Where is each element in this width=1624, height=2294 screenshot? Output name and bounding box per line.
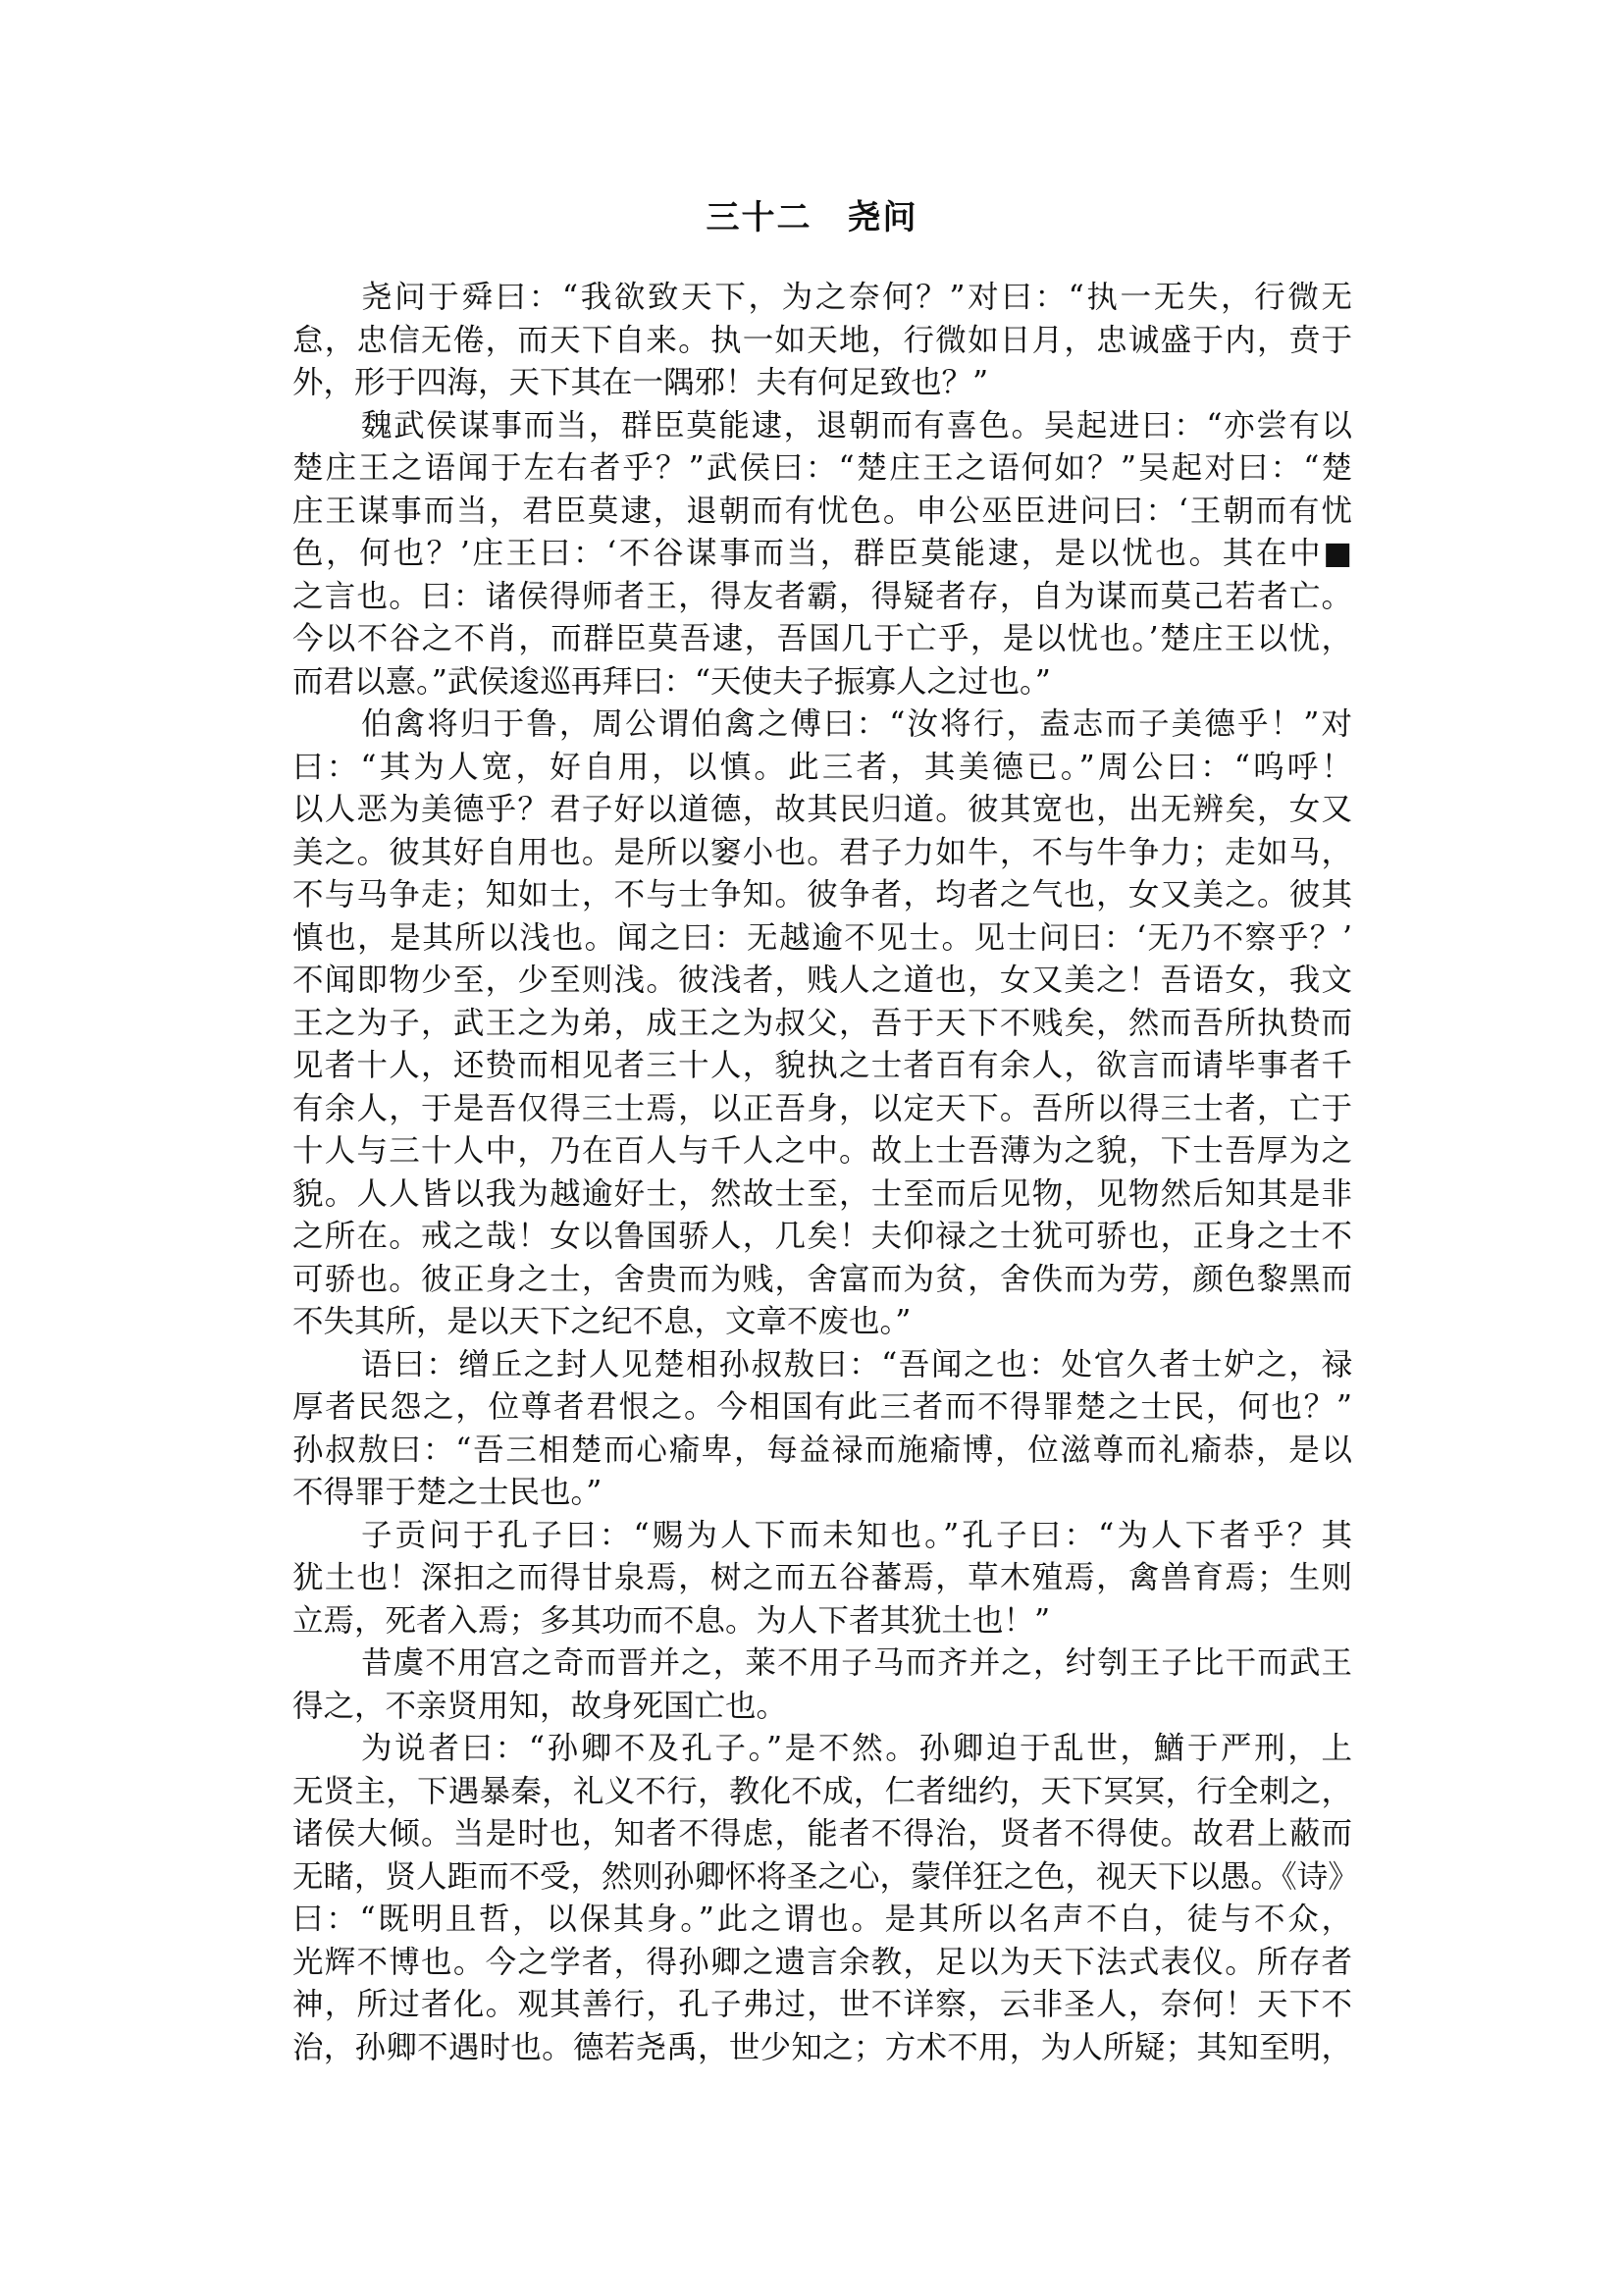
text-line: 语曰：缯丘之封人见楚相孙叔敖曰：“吾闻之也：处官久者士妒之，禄 xyxy=(361,1346,1352,1382)
text-line: 无睹，贤人距而不受，然则孙卿怀将圣之心，蒙佯狂之色，视天下以愚。《诗》 xyxy=(292,1858,1359,1895)
text-line: 楚庄王之语闻于左右者乎？”武侯曰：“楚庄王之语何如？”吴起对曰：“楚 xyxy=(292,450,1352,486)
text-line: 为说者曰：“孙卿不及孔子。”是不然。孙卿迫于乱世，鰌于严刑，上 xyxy=(361,1731,1352,1766)
text-line: 十人与三十人中，乃在百人与千人之中。故上士吾薄为之貌，下士吾厚为之 xyxy=(292,1133,1352,1169)
text-line: 不闻即物少至，少至则浅。彼浅者，贱人之道也，女又美之！吾语女，我文 xyxy=(292,963,1352,998)
text-line: 治，孙卿不遇时也。德若尧禹，世少知之；方术不用，为人所疑；其知至明， xyxy=(292,2029,1352,2065)
text-line: 今以不谷之不肖，而群臣莫吾逮，吾国几于亡乎，是以忧也。’楚庄王以忧， xyxy=(292,621,1352,656)
text-line: 慎也，是其所以浅也。闻之曰：无越逾不见士。见士问曰：‘无乃不察乎？’ xyxy=(292,919,1352,956)
text-line: 不得罪于楚之士民也。” xyxy=(292,1475,602,1510)
body-text xyxy=(292,277,1359,2069)
text-line: 色，何也？’庄王曰：‘不谷谋事而当，群臣莫能逮，是以忧也。其在中■ xyxy=(292,536,1352,571)
text-line: 王之为子，武王之为弟，成王之为叔父，吾于天下不贱矣，然而吾所执贽而 xyxy=(292,1005,1352,1041)
text-line: 怠，忠信无倦，而天下自来。执一如天地，行微如日月，忠诚盛于内，贲于 xyxy=(292,322,1352,358)
text-line: 美之。彼其好自用也。是所以窭小也。君子力如牛，不与牛争力；走如马， xyxy=(292,834,1352,870)
text-line: 不失其所，是以天下之纪不息，文章不废也。” xyxy=(292,1304,912,1339)
text-line: 可骄也。彼正身之士，舍贵而为贱，舍富而为贫，舍佚而为劳，颜色黎黑而 xyxy=(292,1261,1352,1297)
paragraph xyxy=(292,1515,1352,1643)
text-line: 庄王谋事而当，君臣莫逮，退朝而有忧色。申公巫臣进问曰：‘王朝而有忧 xyxy=(292,493,1352,529)
paragraph xyxy=(292,704,1352,1344)
text-line: 魏武侯谋事而当，群臣莫能逮，退朝而有喜色。吴起进曰：“亦尝有以 xyxy=(361,407,1352,443)
text-line: 昔虞不用宫之奇而晋并之，莱不用子马而齐并之，纣刳王子比干而武王 xyxy=(361,1645,1352,1681)
text-line: 之言也。曰：诸侯得师者王，得友者霸，得疑者存，自为谋而莫己若者亡。 xyxy=(292,578,1352,614)
text-line: 伯禽将归于鲁，周公谓伯禽之傅曰：“汝将行，盍志而子美德乎！”对 xyxy=(361,706,1352,742)
text-line: 有余人，于是吾仅得三士焉，以正吾身，以定天下。吾所以得三士者，亡于 xyxy=(292,1090,1352,1126)
text-line: 曰：“既明且哲，以保其身。”此之谓也。是其所以名声不白，徒与不众， xyxy=(292,1902,1352,1937)
paragraph xyxy=(292,277,1352,405)
text-line: 得之，不亲贤用知，故身死国亡也。 xyxy=(292,1688,788,1724)
text-line: 犹土也！深抇之而得甘泉焉，树之而五谷蕃焉，草木殖焉，禽兽育焉；生则 xyxy=(292,1560,1352,1595)
text-line: 神，所过者化。观其善行，孔子弗过，世不详察，云非圣人，奈何！天下不 xyxy=(292,1987,1352,2022)
paragraph xyxy=(292,1344,1352,1515)
paragraph xyxy=(292,1728,1359,2069)
paragraph xyxy=(292,405,1352,704)
text-line: 而君以憙。”武侯逡巡再拜曰：“天使夫子振寡人之过也。” xyxy=(292,663,1051,700)
text-line: 不与马争走；知如士，不与士争知。彼争者，均者之气也，女又美之。彼其 xyxy=(292,877,1352,912)
text-line: 外，形于四海，天下其在一隅邪！夫有何足致也？” xyxy=(292,365,989,400)
text-line: 子贡问于孔子曰：“赐为人下而未知也。”孔子曰：“为人下者乎？其 xyxy=(361,1517,1352,1553)
text-line: 曰：“其为人宽，好自用，以慎。此三者，其美德已。”周公曰：“呜呼！ xyxy=(292,749,1352,785)
text-line: 貌。人人皆以我为越逾好士，然故士至，士至而后见物，见物然后知其是非 xyxy=(292,1175,1352,1212)
text-line: 光辉不博也。今之学者，得孙卿之遗言余教，足以为天下法式表仪。所存者 xyxy=(292,1944,1352,1980)
text-line: 无贤主，下遇暴秦，礼义不行，教化不成，仁者绌约，天下冥冥，行全刺之， xyxy=(292,1773,1352,1809)
text-line: 见者十人，还贽而相见者三十人，貌执之士者百有余人，欲言而请毕事者千 xyxy=(292,1048,1352,1083)
text-line: 立焉，死者入焉；多其功而不息。为人下者其犹土也！” xyxy=(292,1602,1051,1639)
chapter-title: 三十二 尧问 xyxy=(706,198,918,237)
text-line: 厚者民怨之，位尊者君恨之。今相国有此三者而不得罪楚之士民，何也？” xyxy=(292,1389,1352,1425)
text-line: 尧问于舜曰：“我欲致天下，为之奈何？”对曰：“执一无失，行微无 xyxy=(361,280,1352,315)
text-line: 孙叔敖曰：“吾三相楚而心瘉卑，每益禄而施瘉博，位滋尊而礼瘉恭，是以 xyxy=(292,1432,1352,1468)
paragraph xyxy=(292,1642,1352,1728)
text-line: 诸侯大倾。当是时也，知者不得虑，能者不得治，贤者不得使。故君上蔽而 xyxy=(292,1816,1352,1851)
text-line: 以人恶为美德乎？君子好以道德，故其民归道。彼其宽也，出无辨矣，女又 xyxy=(292,792,1352,827)
text-line: 之所在。戒之哉！女以鲁国骄人，几矣！夫仰禄之士犹可骄也，正身之士不 xyxy=(292,1219,1352,1254)
